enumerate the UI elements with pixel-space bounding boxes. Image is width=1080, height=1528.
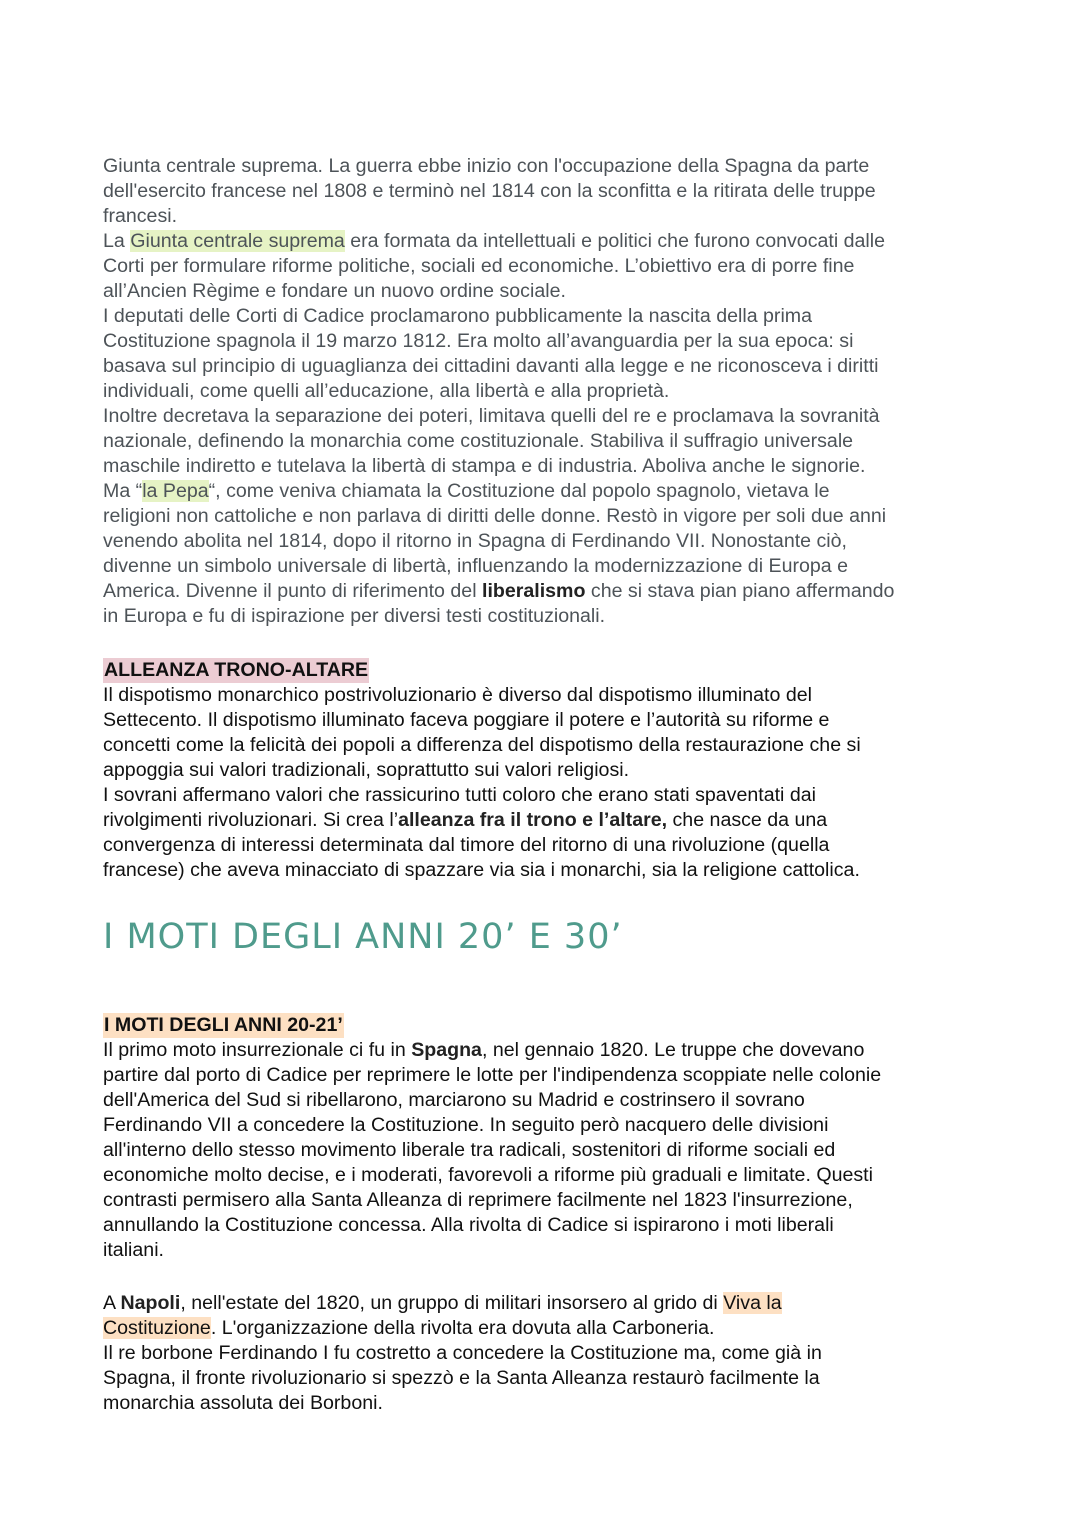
- text-line: economiche molto decise, e i moderati, favorevoli a riforme più graduali e limitate. Questi: [103, 1164, 873, 1186]
- chapter-title: I MOTI DEGLI ANNI 20’ E 30’: [103, 917, 623, 957]
- highlight-costituzione: Costituzione: [103, 1317, 211, 1339]
- text-line: rivolgimenti rivoluzionari. Si crea l’alleanza fra il trono e l’altare, che nasce da una: [103, 809, 828, 831]
- highlight-giunta: Giunta centrale suprema: [130, 230, 345, 252]
- text-line: dell'America del Sud si ribellarono, marciarono su Madrid e costrinsero il sovrano: [103, 1089, 805, 1111]
- text-line: Corti per formulare riforme politiche, sociali ed economiche. L’obiettivo era di porre fine: [103, 255, 855, 277]
- text-line: individuali, come quelli all’educazione, alla libertà e alla proprietà.: [103, 380, 670, 402]
- text-line: partire dal porto di Cadice per reprimere le lotte per l'indipendenza scoppiate nelle colonie: [103, 1064, 882, 1086]
- paragraph-napoli: [103, 1291, 983, 1416]
- text-line: La Giunta centrale suprema era formata da intellettuali e politici che furono convocati dalle: [103, 230, 886, 252]
- section-moti-20-21: [103, 1013, 983, 1263]
- text-line: Settecento. Il dispotismo illuminato faceva poggiare il potere e l’autorità su riforme e: [103, 709, 830, 731]
- text-line: appoggia sui valori tradizionali, soprattutto sui valori religiosi.: [103, 759, 630, 781]
- text-line: in Europa e fu di ispirazione per diversi testi costituzionali.: [103, 605, 606, 627]
- text-line: maschile indiretto e tutelava la libertà di stampa e di industria. Aboliva anche le signorie.: [103, 455, 866, 477]
- text-line: Il dispotismo monarchico postrivoluzionario è diverso dal dispotismo illuminato del: [103, 684, 812, 706]
- text-line: Ferdinando VII a concedere la Costituzione. In seguito però nacquero delle divisioni: [103, 1114, 829, 1136]
- text-line: I deputati delle Corti di Cadice proclamarono pubblicamente la nascita della prima: [103, 305, 813, 327]
- text-line: concetti come la felicità dei popoli a differenza del dispotismo della restaurazione che si: [103, 734, 861, 756]
- text-line: contrasti permisero alla Santa Alleanza di reprimere facilmente nel 1823 l'insurrezione,: [103, 1189, 853, 1211]
- text-line: Costituzione. L'organizzazione della rivolta era dovuta alla Carboneria.: [103, 1317, 715, 1339]
- text-line: venendo abolita nel 1814, dopo il ritorno in Spagna di Ferdinando VII. Nonostante ciò,: [103, 530, 847, 552]
- text-line: nazionale, definendo la monarchia come costituzionale. Stabiliva il suffragio universale: [103, 430, 854, 452]
- text-line: all'interno dello stesso movimento liberale tra radicali, sostenitori di riforme sociali ed: [103, 1139, 836, 1161]
- text-line: italiani.: [103, 1239, 164, 1261]
- section-heading-alleanza: ALLEANZA TRONO-ALTARE: [104, 659, 369, 681]
- paragraph-costituzione-cadice: [103, 154, 983, 629]
- text-line: A Napoli, nell'estate del 1820, un gruppo di militari insorsero al grido di Viva la: [103, 1292, 782, 1314]
- text-line: Inoltre decretava la separazione dei poteri, limitava quelli del re e proclamava la sovranità: [103, 405, 880, 427]
- text-line: Ma “la Pepa“, come veniva chiamata la Costituzione dal popolo spagnolo, vietava le: [103, 480, 830, 502]
- text-line: religioni non cattoliche e non parlava di diritti delle donne. Restò in vigore per soli due anni: [103, 505, 887, 527]
- text-line: basava sul principio di uguaglianza dei cittadini davanti alla legge e ne riconosceva i diritti: [103, 355, 879, 377]
- section-alleanza: [103, 658, 983, 883]
- text-line: francesi.: [103, 205, 178, 227]
- text-line: convergenza di interessi determinata dal timore del ritorno di una rivoluzione (quella: [103, 834, 830, 856]
- text-line: Il primo moto insurrezionale ci fu in Spagna, nel gennaio 1820. Le truppe che dovevano: [103, 1039, 865, 1061]
- text-line: America. Divenne il punto di riferimento del liberalismo che si stava pian piano affermando: [103, 580, 895, 602]
- paragraph-spagna: [103, 1038, 983, 1263]
- text-line: I sovrani affermano valori che rassicurino tutti coloro che erano stati spaventati dai: [103, 784, 816, 806]
- text-line: Il re borbone Ferdinando I fu costretto a concedere la Costituzione ma, come già in: [103, 1342, 822, 1364]
- text-line: francese) che aveva minacciato di spazzare via sia i monarchi, sia la religione cattolica.: [103, 859, 860, 881]
- text-line: Spagna, il fronte rivoluzionario si spezzò e la Santa Alleanza restaurò facilmente la: [103, 1367, 820, 1389]
- bold-napoli: Napoli: [120, 1292, 181, 1314]
- text-line: Costituzione spagnola il 19 marzo 1812. Era molto all’avanguardia per la sua epoca: si: [103, 330, 854, 352]
- text-line: monarchia assoluta dei Borboni.: [103, 1392, 383, 1414]
- text-line: all’Ancien Règime e fondare un nuovo ordine sociale.: [103, 280, 566, 302]
- bold-liberalismo: liberalismo: [482, 580, 586, 602]
- text-line: dell'esercito francese nel 1808 e terminò nel 1814 con la sconfitta e la ritirata delle truppe: [103, 180, 876, 202]
- text-line: divenne un simbolo universale di libertà, influenzando la modernizzazione di Europa e: [103, 555, 849, 577]
- bold-alleanza-trono-altare: alleanza fra il trono e l’altare,: [398, 809, 668, 831]
- section-heading-moti: I MOTI DEGLI ANNI 20-21’: [104, 1014, 343, 1036]
- highlight-la-pepa: la Pepa: [142, 480, 209, 502]
- text-line: annullando la Costituzione concessa. Alla rivolta di Cadice si ispirarono i moti liberali: [103, 1214, 834, 1236]
- bold-spagna: Spagna: [411, 1039, 482, 1061]
- highlight-viva-la-costituzione: Viva la: [723, 1292, 782, 1314]
- text-line: Giunta centrale suprema. La guerra ebbe inizio con l'occupazione della Spagna da parte: [103, 155, 870, 177]
- paragraph-alleanza: [103, 683, 983, 883]
